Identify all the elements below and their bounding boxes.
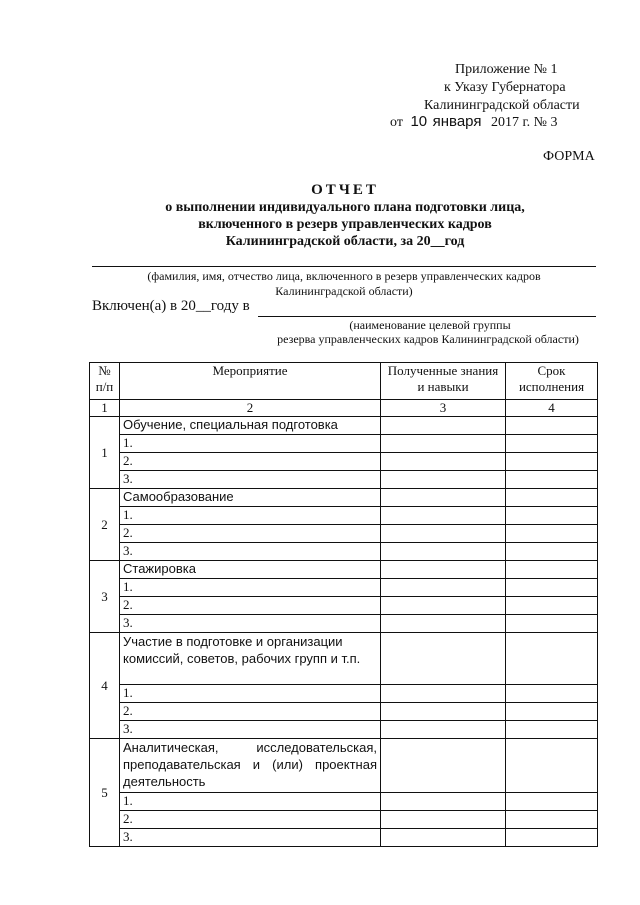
appendix-date-line: [390, 113, 558, 131]
section-5-skills-cell[interactable]: [381, 739, 506, 793]
skills-cell[interactable]: [381, 543, 506, 561]
list-item: 3.: [120, 615, 381, 633]
term-cell[interactable]: [506, 685, 598, 703]
list-item: 2.: [120, 453, 381, 471]
skills-cell[interactable]: [381, 525, 506, 543]
section-2-number: 2: [90, 489, 120, 561]
col-number-3: 3: [381, 400, 506, 417]
col-number-2: 2: [120, 400, 381, 417]
report-heading: ОТЧЕТ: [311, 182, 379, 198]
col-number-1: 1: [90, 400, 120, 417]
term-cell[interactable]: [506, 811, 598, 829]
section-3-title: Стажировка: [120, 561, 381, 579]
plan-table: [89, 362, 598, 847]
report-title-line-3: Калининградской области, за 20__год: [225, 234, 465, 249]
term-cell[interactable]: [506, 597, 598, 615]
skills-cell[interactable]: [381, 685, 506, 703]
header-skills: Полученные знания и навыки: [381, 363, 506, 400]
included-text: Включен(а) в 20__году в: [92, 298, 250, 314]
section-4-term-cell[interactable]: [506, 633, 598, 685]
skills-cell[interactable]: [381, 435, 506, 453]
col-number-4: 4: [506, 400, 598, 417]
header-event: Мероприятие: [120, 363, 381, 400]
skills-cell[interactable]: [381, 793, 506, 811]
section-5-number: 5: [90, 739, 120, 847]
appendix-line-1: Приложение № 1: [455, 62, 558, 77]
date-number: № 3: [533, 115, 558, 130]
report-title-line-2: включенного в резерв управленческих кадров: [198, 217, 492, 232]
skills-cell[interactable]: [381, 721, 506, 739]
target-group-caption-1: (наименование целевой группы: [349, 318, 511, 332]
date-prefix: от: [390, 115, 403, 130]
section-2-term-cell[interactable]: [506, 489, 598, 507]
list-item: 1.: [120, 793, 381, 811]
list-item: 2.: [120, 525, 381, 543]
section-2-title: Самообразование: [120, 489, 381, 507]
term-cell[interactable]: [506, 471, 598, 489]
section-2-skills-cell[interactable]: [381, 489, 506, 507]
list-item: 2.: [120, 811, 381, 829]
section-4-skills-cell[interactable]: [381, 633, 506, 685]
fio-line: [92, 266, 596, 267]
list-item: 3.: [120, 543, 381, 561]
skills-cell[interactable]: [381, 829, 506, 847]
date-month: января: [432, 113, 482, 130]
term-cell[interactable]: [506, 525, 598, 543]
list-item: 3.: [120, 471, 381, 489]
term-cell[interactable]: [506, 453, 598, 471]
list-item: 1.: [120, 685, 381, 703]
term-cell[interactable]: [506, 703, 598, 721]
list-item: 1.: [120, 507, 381, 525]
section-4-title: Участие в подготовке и организации комиссий, советов, рабочих групп и т.п.: [120, 633, 381, 685]
appendix-line-3: Калининградской области: [424, 98, 580, 113]
list-item: 2.: [120, 597, 381, 615]
term-cell[interactable]: [506, 721, 598, 739]
form-label: ФОРМА: [543, 149, 595, 164]
list-item: 3.: [120, 829, 381, 847]
target-group-line: [258, 316, 596, 317]
skills-cell[interactable]: [381, 453, 506, 471]
fio-caption-line-1: (фамилия, имя, отчество лица, включенного в резерв управленческих кадров: [147, 269, 541, 283]
section-1-term-cell[interactable]: [506, 417, 598, 435]
section-5-title: Аналитическая, исследовательская, преподавательская и (или) проектная деятельность: [120, 739, 381, 793]
list-item: 2.: [120, 703, 381, 721]
term-cell[interactable]: [506, 615, 598, 633]
skills-cell[interactable]: [381, 471, 506, 489]
skills-cell[interactable]: [381, 615, 506, 633]
date-day: 10: [410, 113, 428, 130]
section-3-term-cell[interactable]: [506, 561, 598, 579]
term-cell[interactable]: [506, 793, 598, 811]
term-cell[interactable]: [506, 579, 598, 597]
term-cell[interactable]: [506, 435, 598, 453]
skills-cell[interactable]: [381, 507, 506, 525]
header-term: Срок исполнения: [506, 363, 598, 400]
skills-cell[interactable]: [381, 811, 506, 829]
skills-cell[interactable]: [381, 703, 506, 721]
date-year: 2017 г.: [490, 115, 531, 130]
report-title-line-1: о выполнении индивидуального плана подготовки лица,: [165, 200, 525, 215]
term-cell[interactable]: [506, 829, 598, 847]
skills-cell[interactable]: [381, 597, 506, 615]
header-num: № п/п: [90, 363, 120, 400]
section-1-skills-cell[interactable]: [381, 417, 506, 435]
section-1-number: 1: [90, 417, 120, 489]
list-item: 1.: [120, 579, 381, 597]
section-4-number: 4: [90, 633, 120, 739]
section-5-term-cell[interactable]: [506, 739, 598, 793]
list-item: 3.: [120, 721, 381, 739]
term-cell[interactable]: [506, 507, 598, 525]
fio-caption-line-2: Калининградской области): [275, 284, 413, 298]
section-1-title: Обучение, специальная подготовка: [120, 417, 381, 435]
skills-cell[interactable]: [381, 579, 506, 597]
section-3-skills-cell[interactable]: [381, 561, 506, 579]
list-item: 1.: [120, 435, 381, 453]
appendix-line-2: к Указу Губернатора: [444, 80, 566, 95]
target-group-caption-2: резерва управленческих кадров Калининградской области): [277, 332, 579, 346]
term-cell[interactable]: [506, 543, 598, 561]
section-3-number: 3: [90, 561, 120, 633]
